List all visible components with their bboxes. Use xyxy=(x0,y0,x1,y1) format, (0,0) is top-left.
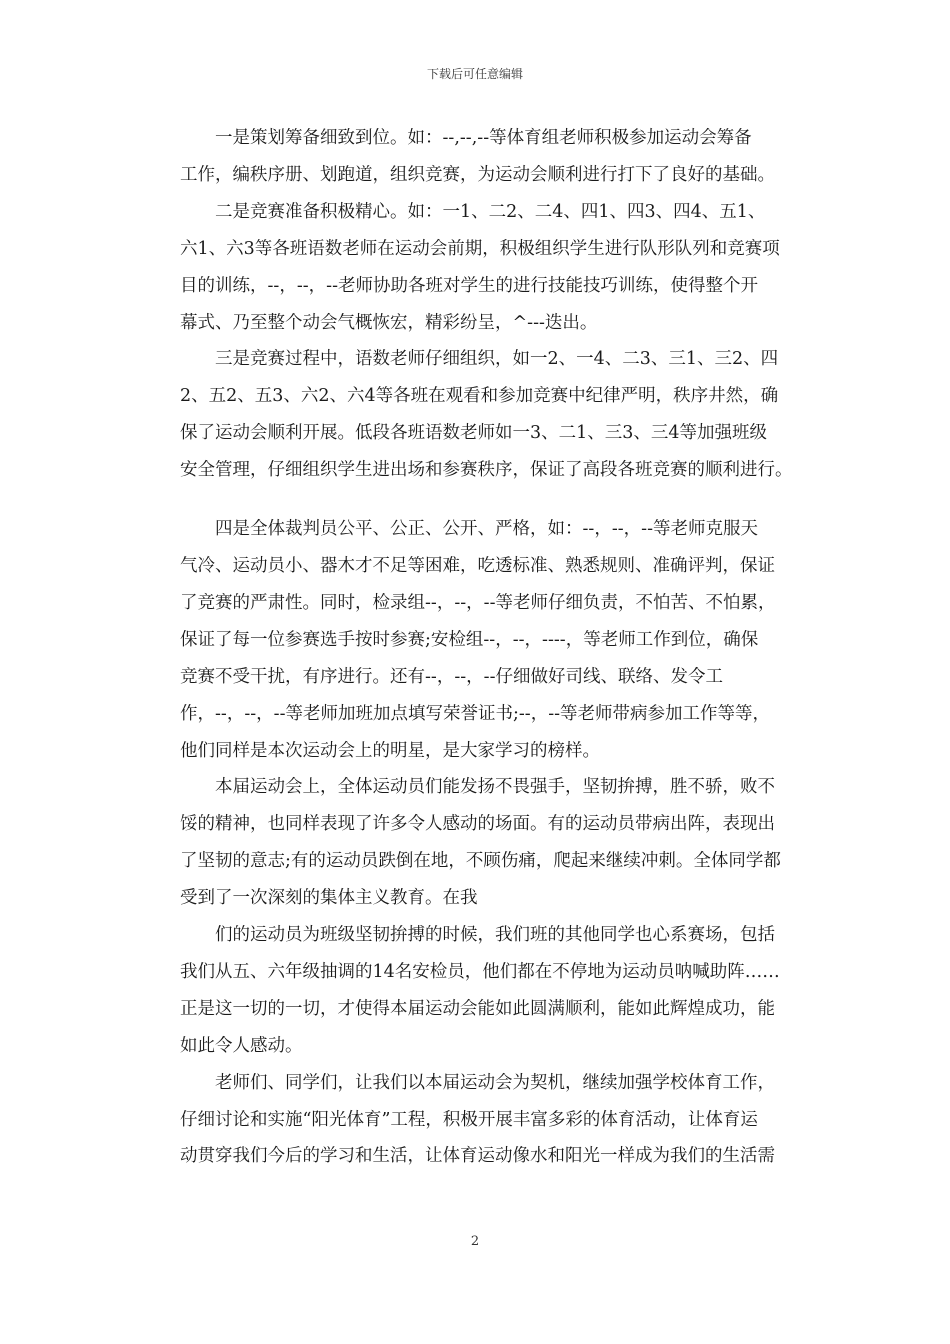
paragraph-line: 作，--，--，--等老师加班加点填写荣誉证书;--，--等老师带病参加工作等等， xyxy=(180,703,771,724)
paragraph-line: 们的运动员为班级坚韧拚搏的时候，我们班的其他同学也心系赛场，包括 xyxy=(215,925,775,946)
paragraph-line: 二是竞赛准备积极精心。如：一1、二2、二4、四1、四3、四4、五1、 xyxy=(215,201,766,222)
paragraph-line: 如此令人感动。 xyxy=(180,1035,303,1056)
paragraph-line: 他们同样是本次运动会上的明星，是大家学习的榜样。 xyxy=(180,740,600,761)
paragraph-line: 气冷、运动员小、器木才不足等困难，吃透标准、熟悉规则、准确评判，保证 xyxy=(180,555,775,576)
paragraph-line: 安全管理，仔细组织学生进出场和参赛秩序，保证了高段各班竞赛的顺利进行。 xyxy=(180,460,793,481)
page-header: 下载后可任意编辑 xyxy=(426,67,523,81)
paragraph-line: 我们从五、六年级抽调的14名安检员，他们都在不停地为运动员呐喊助阵…… xyxy=(180,961,780,982)
paragraph-line: 正是这一切的一切，才使得本届运动会能如此圆满顺利，能如此辉煌成功，能 xyxy=(180,998,775,1019)
paragraph-4 xyxy=(145,511,820,769)
paragraph-line: 受到了一次深刻的集体主义教育。在我 xyxy=(180,888,478,909)
paragraph-line: 幕式、乃至整个动会气概恢宏，精彩纷呈，^---迭出。 xyxy=(180,312,598,333)
paragraph-5 xyxy=(145,769,820,917)
paragraph-line: 工作，编秩序册、划跑道，组织竞赛，为运动会顺利进行打下了良好的基础。 xyxy=(180,164,775,185)
paragraph-line: 2、五2、五3、六2、六4等各班在观看和参加竞赛中纪律严明，秩序井然，确 xyxy=(180,386,779,407)
paragraph-line: 动贯穿我们今后的学习和生活，让体育运动像水和阳光一样成为我们的生活需 xyxy=(180,1146,775,1167)
paragraph-line: 一是策划筹备细致到位。如：--,--,--等体育组老师积极参加运动会筹备 xyxy=(215,128,752,148)
document-body xyxy=(145,120,820,1175)
page-number: 2 xyxy=(470,1234,480,1249)
paragraph-line: 四是全体裁判员公平、公正、公开、严格，如：--，--，--等老师克服天 xyxy=(215,519,758,540)
paragraph-7 xyxy=(145,1065,820,1176)
paragraph-3 xyxy=(145,341,820,489)
paragraph-line: 保证了每一位参赛选手按时参赛;安检组--，--，----，等老师工作到位，确保 xyxy=(180,629,759,650)
paragraph-2 xyxy=(145,194,820,342)
paragraph-line: 六1、六3等各班语数老师在运动会前期，积极组织学生进行队形队列和竞赛项 xyxy=(180,238,780,259)
paragraph-gap xyxy=(145,489,820,511)
paragraph-6 xyxy=(145,917,820,1065)
paragraph-line: 三是竞赛过程中，语数老师仔细组织，如一2、一4、二3、三1、三2、四 xyxy=(215,349,779,370)
paragraph-line: 了竞赛的严肃性。同时，检录组--，--，--等老师仔细负责，不怕苦、不怕累， xyxy=(180,592,776,613)
paragraph-1 xyxy=(145,120,820,194)
paragraph-line: 馁的精神，也同样表现了许多令人感动的场面。有的运动员带病出阵，表现出 xyxy=(180,814,775,835)
paragraph-line: 仔细讨论和实施“阳光体育”工程，积极开展丰富多彩的体育活动，让体育运 xyxy=(180,1109,758,1130)
paragraph-line: 了坚韧的意志;有的运动员跌倒在地，不顾伤痛，爬起来继续冲刺。全体同学都 xyxy=(180,851,781,872)
paragraph-line: 老师们、同学们，让我们以本届运动会为契机，继续加强学校体育工作， xyxy=(215,1072,775,1093)
paragraph-line: 本届运动会上，全体运动员们能发扬不畏强手，坚韧拚搏，胜不骄，败不 xyxy=(215,777,775,798)
paragraph-line: 竞赛不受干扰，有序进行。还有--，--，--仔细做好司线、联络、发令工 xyxy=(180,666,723,687)
paragraph-line: 目的训练，--，--，--老师协助各班对学生的进行技能技巧训练，使得整个开 xyxy=(180,275,758,296)
paragraph-line: 保了运动会顺利开展。低段各班语数老师如一3、二1、三3、三4等加强班级 xyxy=(180,423,768,444)
